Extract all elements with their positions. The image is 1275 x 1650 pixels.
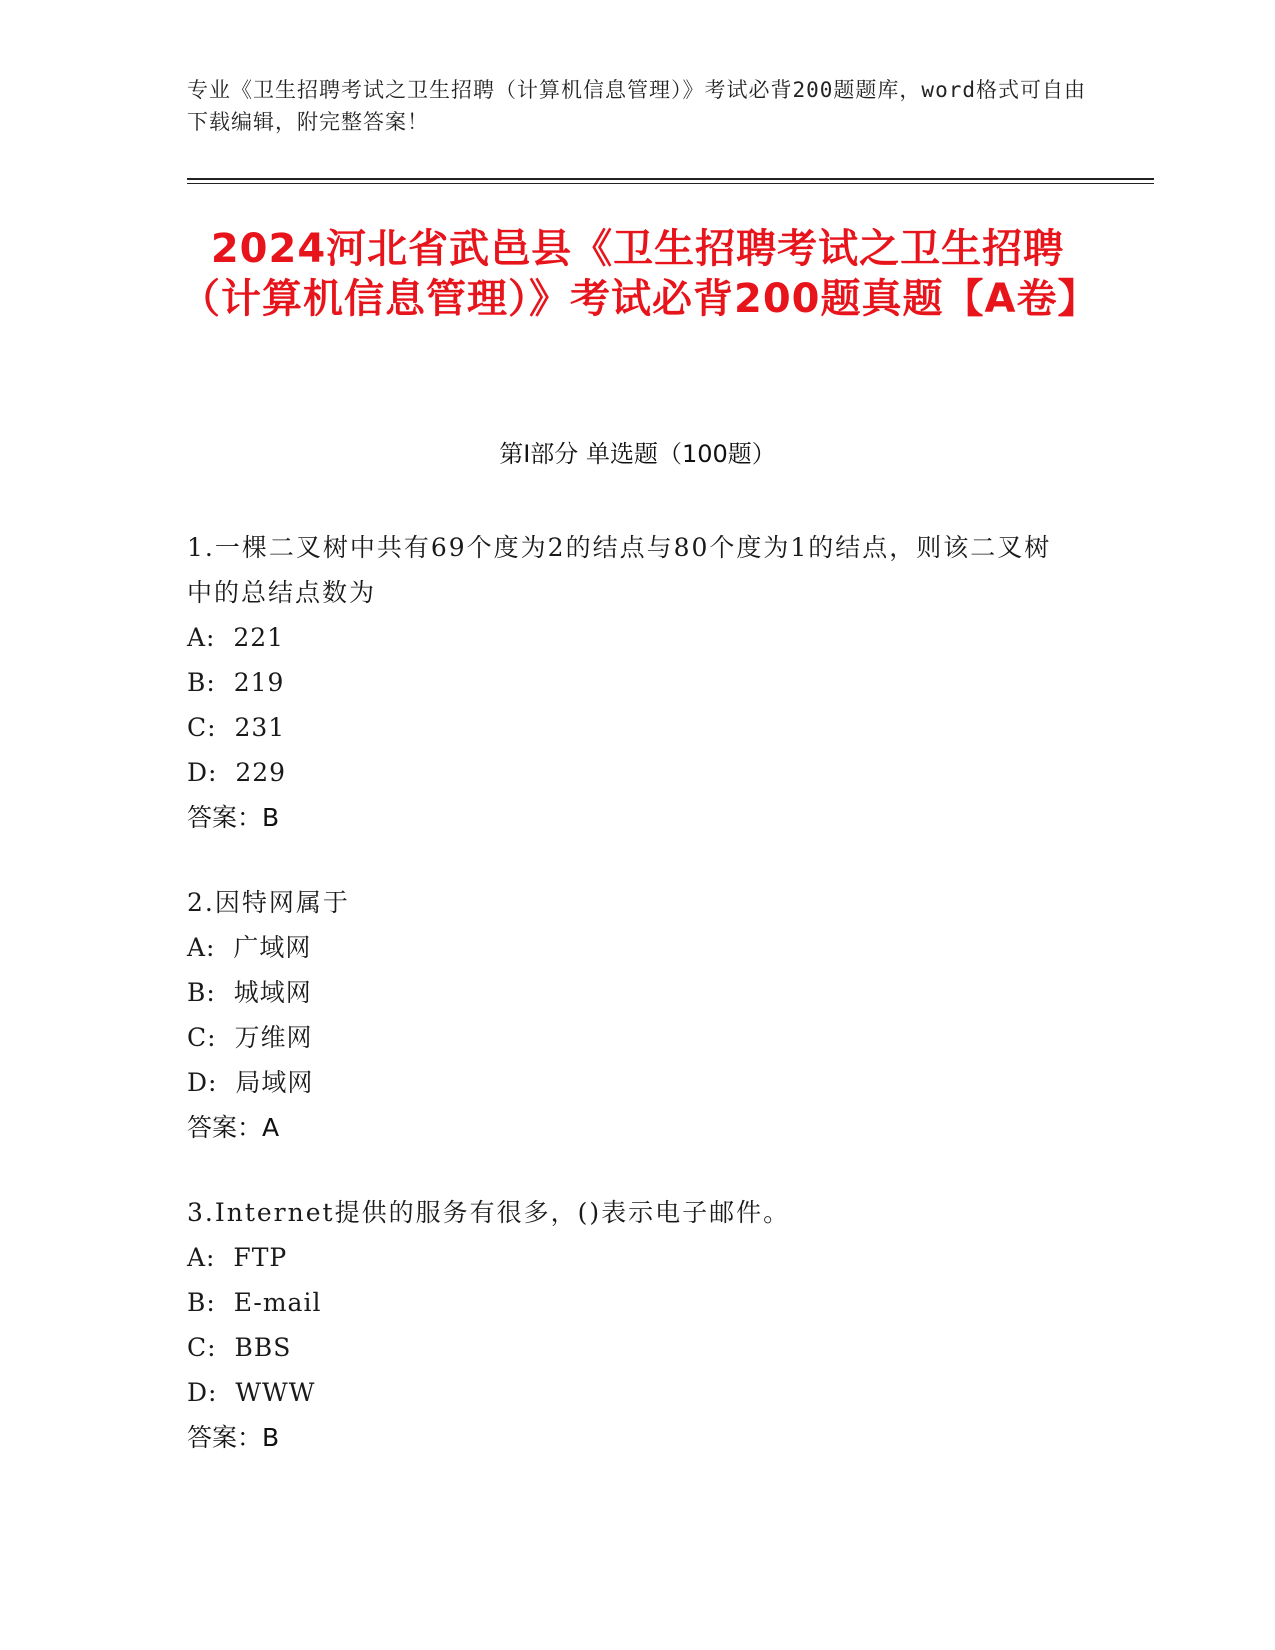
- document-title: 2024河北省武邑县《卫生招聘考试之卫生招聘（计算机信息管理）》考试必背200题真题【A卷】: [180, 226, 1099, 322]
- question-item: [187, 525, 1067, 840]
- option-a: A: FTP: [187, 1243, 288, 1272]
- header-divider-thick: [187, 178, 1154, 180]
- option-a: A: 221: [187, 623, 285, 652]
- option-d: D: 局域网: [187, 1068, 314, 1097]
- question-text: 3.Internet提供的服务有很多，()表示电子邮件。: [187, 1198, 791, 1227]
- option-d: D: WWW: [187, 1378, 316, 1407]
- option-c: C: 231: [187, 713, 286, 742]
- option-b: B: E-mail: [187, 1288, 322, 1317]
- option-a: A: 广域网: [187, 933, 312, 962]
- question-item: [187, 1190, 1067, 1460]
- question-text: 2.因特网属于: [187, 888, 350, 917]
- option-b: B: 城域网: [187, 978, 312, 1007]
- section-heading: 第Ⅰ部分 单选题（100题）: [499, 440, 776, 468]
- question-item: [187, 880, 1067, 1150]
- answer-label: 答案：A: [187, 1113, 280, 1142]
- header-note: 专业《卫生招聘考试之卫生招聘（计算机信息管理）》考试必背200题题库，word格式可自由下载编辑，附完整答案！: [187, 78, 1086, 134]
- question-list: [187, 525, 1067, 1500]
- option-b: B: 219: [187, 668, 285, 697]
- option-d: D: 229: [187, 758, 287, 787]
- header-divider-thin: [187, 183, 1154, 184]
- question-text: 1.一棵二叉树中共有69个度为2的结点与80个度为1的结点，则该二叉树中的总结点数为: [187, 533, 1052, 607]
- option-c: C: BBS: [187, 1333, 292, 1362]
- option-c: C: 万维网: [187, 1023, 313, 1052]
- answer-label: 答案：B: [187, 803, 280, 832]
- answer-label: 答案：B: [187, 1423, 280, 1452]
